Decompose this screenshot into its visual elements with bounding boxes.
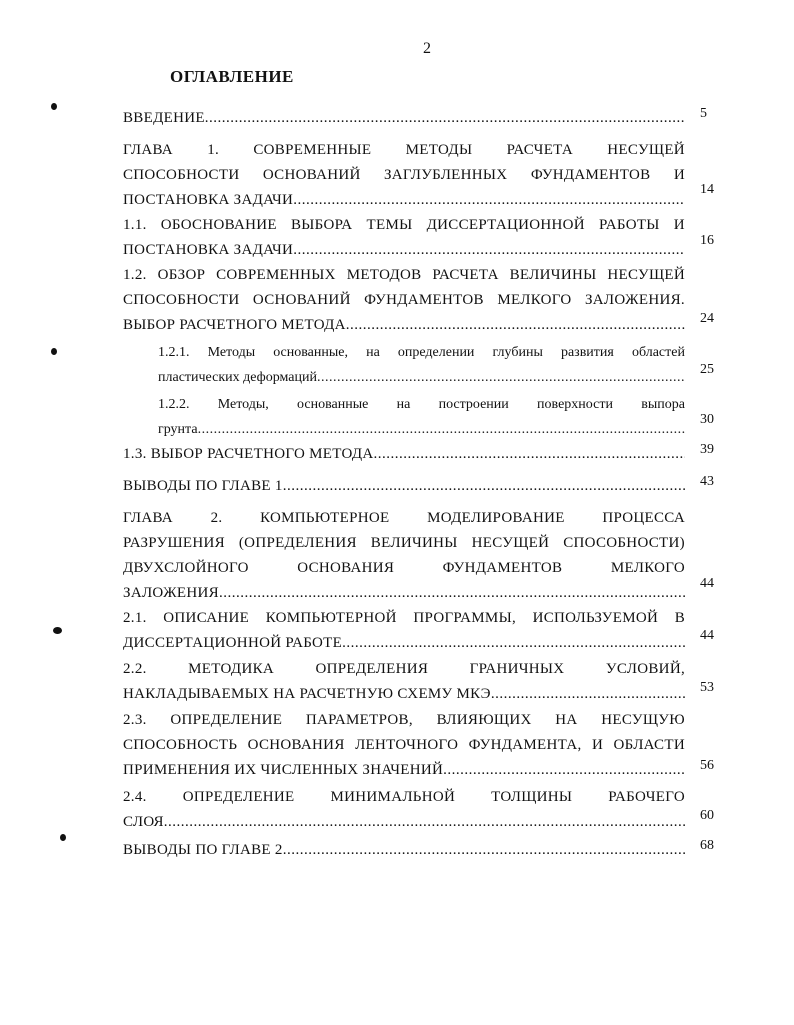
- toc-word: ДИССЕРТАЦИОННОЙ: [426, 217, 585, 233]
- toc-word: построении: [438, 397, 509, 412]
- toc-word: Методы: [207, 345, 256, 360]
- toc-entry-line: ВВЕДЕНИЕ: [123, 110, 205, 126]
- leader-dots: [317, 365, 685, 390]
- toc-word: ОСНОВАНИЯ: [297, 560, 395, 576]
- toc-page-number: 68: [700, 838, 714, 853]
- scan-mark: [51, 348, 57, 355]
- toc-word: РАБОЧЕГО: [608, 789, 685, 805]
- toc-word: ЗАЛОЖЕНИЯ.: [584, 292, 685, 308]
- toc-word: РАБОТЫ: [599, 217, 660, 233]
- toc-entry-line: НАКЛАДЫВАЕМЫХ НА РАСЧЕТНУЮ СХЕМУ МКЭ: [123, 686, 491, 702]
- leader-dots: [205, 106, 685, 131]
- toc-entry-line: пластических деформаций: [158, 370, 317, 385]
- toc-entry-line: [123, 733, 685, 758]
- toc-entry-line: ВЫВОДЫ ПО ГЛАВЕ 2: [123, 842, 283, 858]
- toc-entry-chapter-1[interactable]: [123, 138, 685, 213]
- toc-page-number: 14: [700, 182, 714, 197]
- toc-page-number: 56: [700, 758, 714, 773]
- toc-word: СПОСОБНОСТИ: [123, 167, 240, 183]
- toc-page-number: 44: [700, 576, 714, 591]
- leader-dots: [443, 758, 685, 783]
- toc-word: ОПРЕДЕЛЕНИЕ: [170, 712, 283, 728]
- toc-word: ВЫБОРА: [290, 217, 353, 233]
- toc-entry-conclusions-2[interactable]: [123, 838, 685, 863]
- toc-entry-line: [123, 708, 685, 733]
- toc-word: ВЛИЯЮЩИХ: [436, 712, 532, 728]
- toc-word: УСЛОВИЙ,: [605, 661, 685, 677]
- toc-page-number: 16: [700, 233, 714, 248]
- toc-entry-line: [123, 531, 685, 556]
- toc-word: ВЕЛИЧИНЫ: [370, 535, 458, 551]
- toc-entry-line: ВЫВОДЫ ПО ГЛАВЕ 1: [123, 478, 283, 494]
- scan-mark: [53, 627, 62, 634]
- toc-word: СОВРЕМЕННЫХ: [216, 267, 336, 283]
- toc-word: РАСЧЕТА: [432, 267, 499, 283]
- toc-word: 1.: [207, 142, 220, 158]
- toc-entry-1-2[interactable]: [123, 263, 685, 338]
- toc-word: основанные,: [273, 345, 349, 360]
- toc-word: ВЕЛИЧИНЫ: [509, 267, 597, 283]
- toc-entry-2-3[interactable]: [123, 708, 685, 783]
- toc-entry-line: [123, 785, 685, 810]
- toc-word: МЕТОДИКА: [188, 661, 275, 677]
- toc-page-number: 30: [700, 412, 714, 427]
- toc-word: 1.2.2.: [158, 397, 190, 412]
- toc-word: СПОСОБНОСТИ): [563, 535, 685, 551]
- scan-mark: [60, 834, 66, 841]
- toc-word: НЕСУЩЕЙ: [607, 267, 685, 283]
- toc-entry-line: ЗАЛОЖЕНИЯ: [123, 585, 219, 601]
- toc-word: СПОСОБНОСТИ: [123, 292, 240, 308]
- toc-word: И: [591, 737, 604, 753]
- toc-word: ОПРЕДЕЛЕНИЯ: [315, 661, 429, 677]
- toc-entry-line: СЛОЯ: [123, 814, 164, 830]
- toc-word: ЗАГЛУБЛЕННЫХ: [383, 167, 508, 183]
- toc-word: ФУНДАМЕНТОВ: [530, 167, 651, 183]
- toc-word: 2.: [210, 510, 223, 526]
- toc-word: СОВРЕМЕННЫЕ: [253, 142, 372, 158]
- leader-dots: [219, 581, 685, 606]
- toc-word: ДВУХСЛОЙНОГО: [123, 560, 249, 576]
- toc-entry-line: ПРИМЕНЕНИЯ ИХ ЧИСЛЕННЫХ ЗНАЧЕНИЙ: [123, 762, 444, 778]
- toc-entry-line: 1.3. ВЫБОР РАСЧЕТНОГО МЕТОДА: [123, 446, 374, 462]
- toc-entry-1-2-2[interactable]: [158, 392, 685, 442]
- toc-entry-1-2-1[interactable]: [158, 340, 685, 390]
- leader-dots: [342, 631, 685, 656]
- leader-dots: [346, 313, 685, 338]
- toc-word: НА: [555, 712, 578, 728]
- toc-entry-introduction[interactable]: [123, 106, 685, 131]
- toc-word: ОБЛАСТИ: [613, 737, 685, 753]
- toc-word: И: [673, 217, 685, 233]
- toc-word: поверхности: [537, 397, 613, 412]
- toc-word: 2.3.: [123, 712, 147, 728]
- toc-word: ФУНДАМЕНТОВ: [364, 292, 484, 308]
- leader-dots: [283, 838, 685, 863]
- toc-entry-line: [123, 288, 685, 313]
- toc-entry-line: [123, 138, 685, 163]
- toc-word: основанные: [297, 397, 369, 412]
- toc-title: ОГЛАВЛЕНИЕ: [170, 67, 294, 86]
- toc-word: НЕСУЩЕЙ: [471, 535, 550, 551]
- toc-page-number: 25: [700, 362, 714, 377]
- toc-entry-line: [123, 657, 685, 682]
- toc-word: развития: [560, 345, 614, 360]
- toc-word: Методы,: [217, 397, 269, 412]
- toc-word: КОМПЬЮТЕРНОЙ: [265, 610, 397, 626]
- toc-entry-line: ДИССЕРТАЦИОННОЙ РАБОТЕ: [123, 635, 343, 651]
- page-number: 2: [423, 40, 431, 57]
- toc-word: КОМПЬЮТЕРНОЕ: [260, 510, 390, 526]
- leader-dots: [491, 682, 685, 707]
- toc-word: 2.2.: [123, 661, 147, 677]
- toc-word: РАЗРУШЕНИЯ: [123, 535, 225, 551]
- toc-entry-chapter-2[interactable]: [123, 506, 685, 606]
- toc-word: ФУНДАМЕНТОВ: [442, 560, 563, 576]
- toc-entry-line: [123, 163, 685, 188]
- toc-page-number: 39: [700, 442, 714, 457]
- toc-entry-1-1[interactable]: [123, 213, 685, 263]
- leader-dots: [283, 474, 685, 499]
- toc-word: ОПИСАНИЕ: [163, 610, 250, 626]
- toc-word: на: [396, 397, 411, 412]
- toc-word: ОБЗОР: [157, 267, 206, 283]
- toc-word: глубины: [492, 345, 543, 360]
- toc-word: ОБОСНОВАНИЕ: [160, 217, 277, 233]
- toc-entry-2-2[interactable]: [123, 657, 685, 707]
- toc-word: 1.2.1.: [158, 345, 190, 360]
- toc-word: ПРОЦЕССА: [602, 510, 685, 526]
- toc-word: 2.1.: [123, 610, 147, 626]
- scan-mark: [51, 103, 57, 110]
- toc-word: МЕТОДОВ: [346, 267, 422, 283]
- toc-word: на: [366, 345, 380, 360]
- toc-word: ОПРЕДЕЛЕНИЕ: [182, 789, 295, 805]
- toc-word: И: [673, 167, 685, 183]
- toc-word: ГЛАВА: [123, 510, 173, 526]
- toc-entry-2-4[interactable]: [123, 785, 685, 835]
- toc-entry-line: ВЫБОР РАСЧЕТНОГО МЕТОДА: [123, 317, 346, 333]
- leader-dots: [164, 810, 685, 835]
- toc-page-number: 44: [700, 628, 714, 643]
- toc-entry-line: ПОСТАНОВКА ЗАДАЧИ: [123, 242, 294, 258]
- toc-word: 1.2.: [123, 267, 147, 283]
- toc-entry-line: ПОСТАНОВКА ЗАДАЧИ: [123, 192, 294, 208]
- toc-page-number: 53: [700, 680, 714, 695]
- toc-word: (ОПРЕДЕЛЕНИЯ: [238, 535, 357, 551]
- toc-page-number: 60: [700, 808, 714, 823]
- toc-word: областей: [631, 345, 685, 360]
- toc-word: 1.1.: [123, 217, 147, 233]
- toc-word: ГЛАВА: [123, 142, 173, 158]
- leader-dots: [293, 188, 685, 213]
- toc-word: ОСНОВАНИЯ: [247, 737, 345, 753]
- toc-word: ТОЛЩИНЫ: [491, 789, 573, 805]
- toc-word: МОДЕЛИРОВАНИЕ: [427, 510, 565, 526]
- toc-entry-line: [123, 263, 685, 288]
- toc-page-number: 24: [700, 311, 714, 326]
- leader-dots: [374, 442, 685, 467]
- toc-word: ГРАНИЧНЫХ: [469, 661, 565, 677]
- toc-page-number: 5: [700, 106, 707, 121]
- toc-entry-line: грунта: [158, 422, 198, 437]
- toc-word: РАСЧЕТА: [506, 142, 574, 158]
- toc-word: выпора: [641, 397, 685, 412]
- toc-entry-line: [158, 340, 685, 365]
- toc-word: МЕЛКОГО: [610, 560, 685, 576]
- toc-entry-line: [123, 556, 685, 581]
- toc-entry-2-1[interactable]: [123, 606, 685, 656]
- toc-word: ФУНДАМЕНТА,: [468, 737, 582, 753]
- toc-word: НЕСУЩУЮ: [601, 712, 685, 728]
- toc-entry-1-3[interactable]: [123, 442, 685, 467]
- toc-entry-line: [123, 606, 685, 631]
- toc-word: ОСНОВАНИЙ: [252, 292, 351, 308]
- toc-word: МЕТОДЫ: [405, 142, 473, 158]
- toc-word: ПАРАМЕТРОВ,: [305, 712, 413, 728]
- toc-entry-line: [158, 392, 685, 417]
- toc-entry-conclusions-1[interactable]: [123, 474, 685, 499]
- leader-dots: [293, 238, 685, 263]
- toc-page-number: 43: [700, 474, 714, 489]
- toc-word: ОСНОВАНИЙ: [262, 167, 361, 183]
- toc-word: ЛЕНТОЧНОГО: [355, 737, 459, 753]
- toc-entry-line: [123, 506, 685, 531]
- leader-dots: [198, 417, 685, 442]
- toc-entry-line: [123, 213, 685, 238]
- toc-word: В: [674, 610, 685, 626]
- toc-word: ТЕМЫ: [366, 217, 413, 233]
- toc-word: МИНИМАЛЬНОЙ: [330, 789, 456, 805]
- toc-word: 2.4.: [123, 789, 147, 805]
- toc-word: ИСПОЛЬЗУЕМОЙ: [532, 610, 659, 626]
- toc-word: СПОСОБНОСТЬ: [123, 737, 238, 753]
- toc-word: НЕСУЩЕЙ: [607, 142, 685, 158]
- toc-word: ПРОГРАММЫ,: [413, 610, 516, 626]
- toc-word: определении: [397, 345, 475, 360]
- toc-word: МЕЛКОГО: [497, 292, 572, 308]
